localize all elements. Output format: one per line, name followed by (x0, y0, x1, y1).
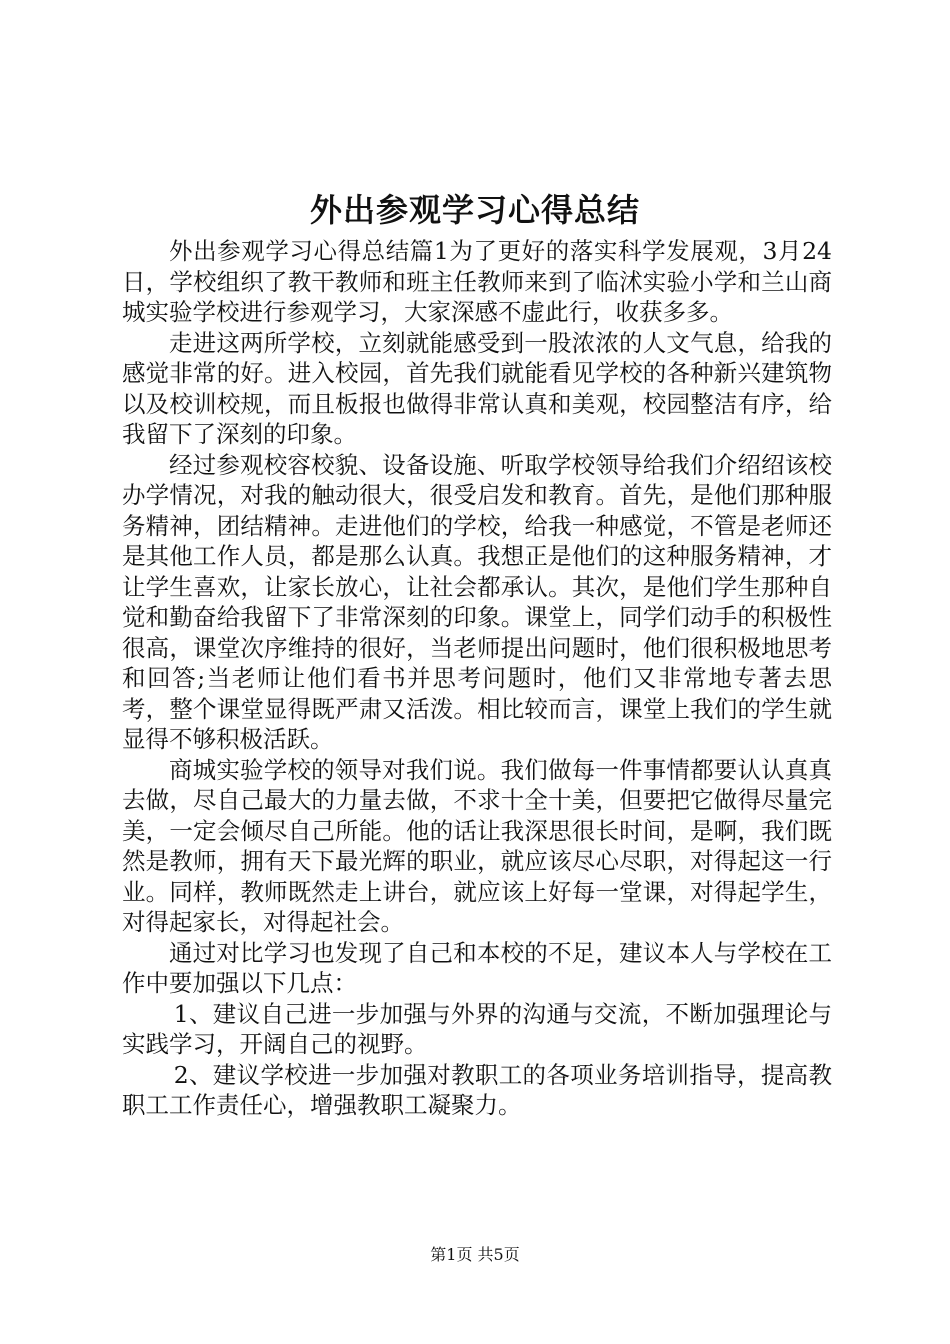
document-title: 外出参观学习心得总结 (309, 191, 640, 229)
paragraph: 外出参观学习心得总结篇1为了更好的落实科学发展观，3月24日，学校组织了教干教师和班主任教师来到了临沭实验小学和兰山商城实验学校进行参观学习，大家深感不虚此行，收获多多。 (122, 237, 832, 326)
paragraph: 走进这两所学校，立刻就能感受到一股浓浓的人文气息，给我的感觉非常的好。进入校园，首先我们就能看见学校的各种新兴建筑物以及校训校规，而且板报也做得非常认真和美观，校园整洁有序，给我留下了深刻的印象。 (122, 328, 832, 448)
paragraph: 商城实验学校的领导对我们说。我们做每一件事情都要认认真真去做，尽自己最大的力量去做，不求十全十美，但要把它做得尽量完美，一定会倾尽自己所能。他的话让我深思很长时间，是啊，我们既然是教师，拥有天下最光辉的职业，就应该尽心尽职，对得起这一行业。同样，教师既然走上讲台，就应该上好每一堂课，对得起学生，对得起家长，对得起社会。 (122, 755, 832, 936)
paragraph: 通过对比学习也发现了自己和本校的不足，建议本人与学校在工作中要加强以下几点： (122, 938, 832, 997)
paragraph: 经过参观校容校貌、设备设施、听取学校领导给我们介绍绍该校办学情况，对我的触动很大，很受启发和教育。首先，是他们那种服务精神，团结精神。走进他们的学校，给我一种感觉，不管是老师还是其他工作人员，都是那么认真。我想正是他们的这种服务精神，才让学生喜欢，让家长放心，让社会都承认。其次，是他们学生那种自觉和勤奋给我留下了非常深刻的印象。课堂上，同学们动手的积极性很高，课堂次序维持的很好，当老师提出问题时，他们很积极地思考和回答;当老师让他们看书并思考问题时，他们又非常地专著去思考，整个课堂显得既严肃又活泼。相比较而言，课堂上我们的学生就显得不够积极活跃。 (122, 450, 832, 753)
page-number: 第1页 共5页 (430, 1245, 520, 1264)
list-item: 1、建议自己进一步加强与外界的沟通与交流，不断加强理论与实践学习，开阔自己的视野。 (122, 999, 832, 1058)
list-item: 2、建议学校进一步加强对教职工的各项业务培训指导，提高教职工工作责任心，增强教职工凝聚力。 (122, 1060, 832, 1119)
document-body (122, 236, 832, 1121)
